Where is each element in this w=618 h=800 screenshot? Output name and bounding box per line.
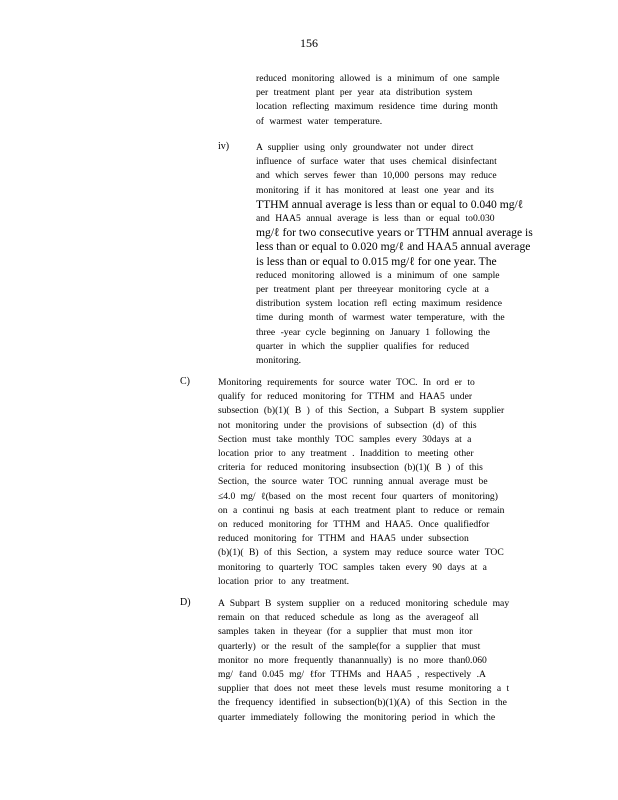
text-line: reduced monitoring for TTHM and HAA5 under subsection [218, 533, 469, 545]
text-line: on a continui ng basis at each treatment plant to reduce or remain [218, 504, 505, 516]
text-line: less than or equal to 0.020 mg/ℓ and HAA5 annual average [256, 240, 531, 254]
text-line: influence of surface water that uses chemical disinfectant [256, 156, 497, 168]
text-line: per treatment plant per threeyear monitoring cycle at a [256, 284, 489, 296]
text-line: quarter in which the supplier qualifies for reduced [256, 340, 470, 352]
text-line: remain on that reduced schedule as long as the averageof all [218, 612, 479, 624]
text-line: the frequency identified in subsection(b)(1)(A) of this Section in the [218, 697, 507, 709]
text-line: is less than or equal to 0.015 mg/ℓ for one year. The [256, 254, 497, 268]
text-line: location prior to any treatment. [218, 575, 350, 587]
text-line: monitoring to quarterly TOC samples taken every 90 days at a [218, 561, 487, 573]
text-line: reduced monitoring allowed is a minimum of one sample [256, 73, 500, 84]
paragraph-iv [256, 141, 556, 368]
text-line: on reduced monitoring for TTHM and HAA5. Once qualifiedfor [218, 519, 490, 531]
text-line: not monitoring under the provisions of subsection (d) of this [218, 419, 477, 431]
text-line: location prior to any treatment . Inaddition to meeting other [218, 448, 474, 460]
paragraph-d [218, 597, 558, 725]
list-marker-d: D) [180, 597, 191, 608]
text-line: quarter immediately following the monitoring period in which the [218, 711, 496, 723]
paragraph-c [218, 376, 558, 589]
text-line: (b)(1)( B) of this Section, a system may reduce source water TOC [218, 547, 504, 559]
text-line: time during month of warmest water temperature, with the [256, 312, 505, 324]
text-line: ≤4.0 mg/ ℓ(based on the most recent four quarters of monitoring) [218, 490, 498, 502]
list-marker-iv: iv) [218, 141, 230, 152]
text-line: Section, the source water TOC running annual average must be [218, 476, 488, 488]
text-line: A Subpart B system supplier on a reduced monitoring schedule may [218, 598, 510, 609]
text-line: per treatment plant per year ata distribution system [256, 87, 473, 99]
text-line: criteria for reduced monitoring insubsection (b)(1)( B ) of this [218, 462, 483, 474]
text-line: mg/ ℓand 0.045 mg/ ℓfor TTHMs and HAA5 , respectively .A [218, 669, 486, 681]
text-line: quarterly) or the result of the sample(for a supplier that must [218, 640, 481, 652]
text-line: distribution system location refl ecting maximum residence [256, 298, 503, 310]
text-line: reduced monitoring allowed is a minimum of one sample [256, 269, 500, 281]
list-marker-c: C) [180, 376, 190, 387]
text-line: location reflecting maximum residence time during month [256, 101, 498, 113]
text-line: TTHM annual average is less than or equal to 0.040 mg/ℓ [256, 197, 524, 211]
text-line: three -year cycle beginning on January 1 following the [256, 326, 490, 338]
text-line: and which serves fewer than 10,000 persons may reduce [256, 170, 497, 182]
text-line: monitoring if it has monitored at least one year and its [256, 184, 494, 196]
text-line: Section must take monthly TOC samples every 30days at a [218, 433, 472, 445]
text-line: Monitoring requirements for source water TOC. In ord er to [218, 377, 475, 388]
page-number: 156 [300, 36, 318, 50]
text-line: monitor no more frequently thanannually) is no more than0.060 [218, 654, 487, 666]
text-line: samples taken in theyear (for a supplier that must mon itor [218, 626, 473, 638]
text-line: mg/ℓ for two consecutive years or TTHM annual average is [256, 226, 533, 240]
paragraph-continuation [256, 72, 556, 129]
text-line: subsection (b)(1)( B ) of this Section, a Subpart B system supplier [218, 405, 505, 417]
text-line: of warmest water temperature. [256, 115, 383, 127]
text-line: qualify for reduced monitoring for TTHM and HAA5 under [218, 391, 473, 403]
text-line: monitoring. [256, 355, 302, 367]
text-line: A supplier using only groundwater not under direct [256, 142, 474, 153]
text-line: and HAA5 annual average is less than or equal to0.030 [256, 213, 495, 225]
text-line: supplier that does not meet these levels must resume monitoring a t [218, 683, 510, 695]
